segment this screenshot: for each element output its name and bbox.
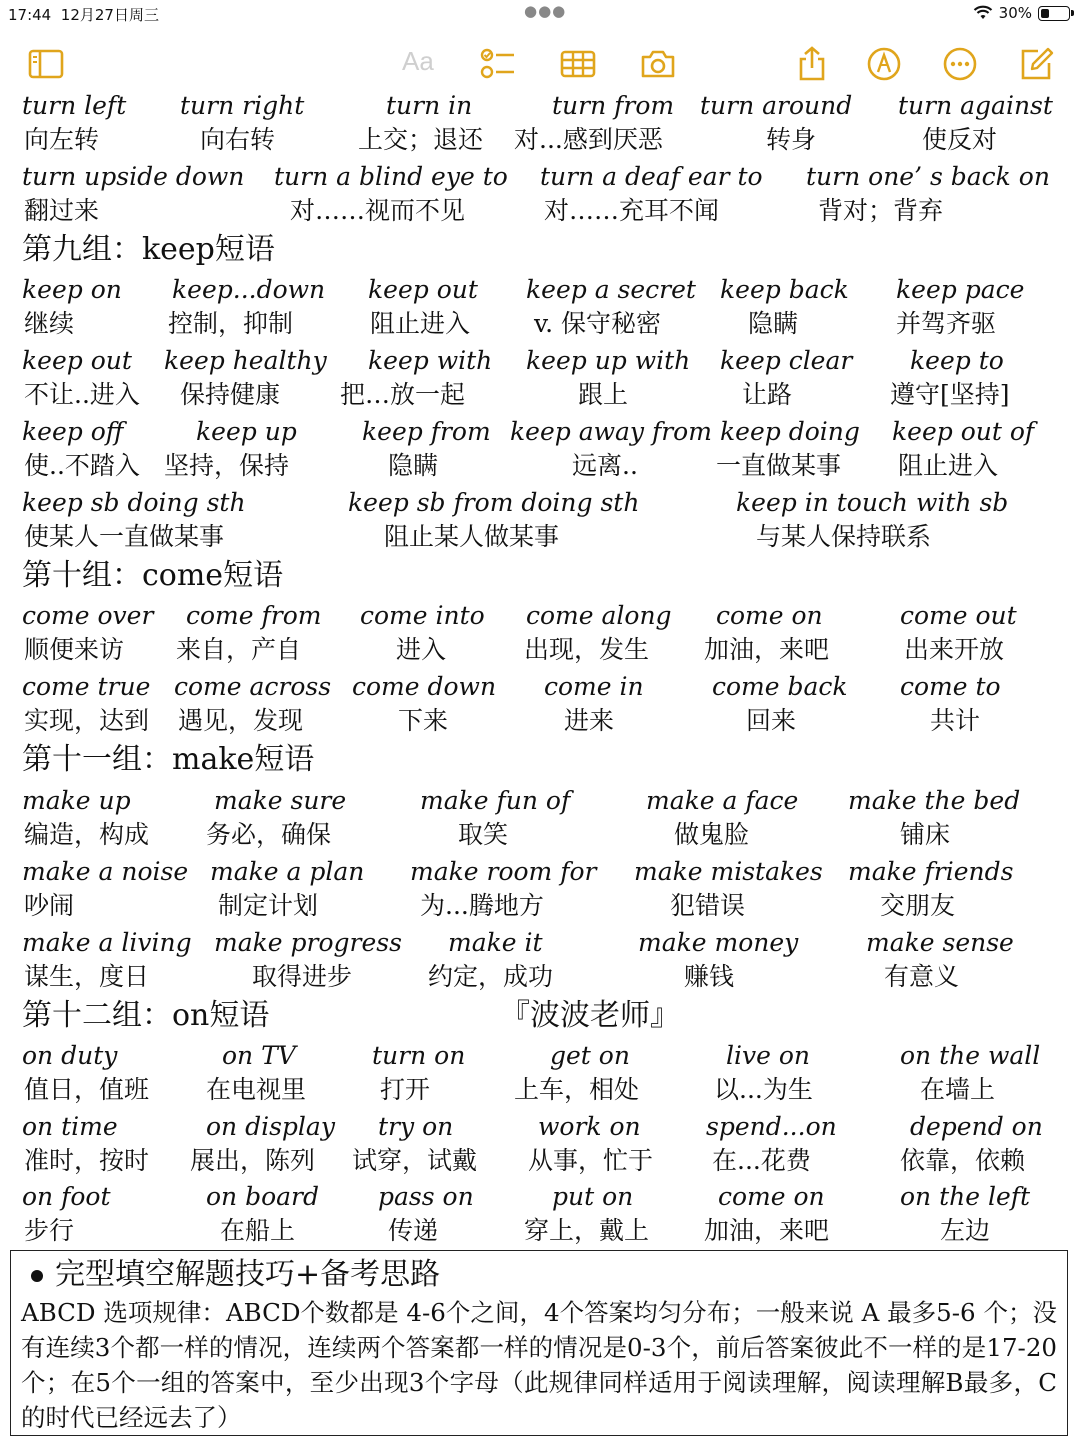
- chinese-meaning: 赚钱: [684, 962, 735, 991]
- chinese-meaning: 铺床: [900, 820, 951, 849]
- english-phrase: keep doing: [720, 417, 860, 446]
- chinese-meaning: 试穿，试戴: [352, 1146, 478, 1175]
- chinese-meaning: 遵守[坚持]: [890, 380, 1010, 409]
- phrase-row: [0, 88, 1080, 124]
- chinese-meaning: 有意义: [884, 962, 960, 991]
- sidebar-toggle-icon[interactable]: [26, 44, 66, 84]
- english-phrase: come true: [22, 672, 151, 701]
- english-phrase: come back: [712, 672, 848, 701]
- english-phrase: come over: [22, 601, 154, 630]
- chinese-meaning: 谋生，度日: [24, 962, 150, 991]
- group-heading-on: 第十二组：on短语: [22, 998, 270, 1033]
- english-phrase: keep in touch with sb: [736, 488, 1009, 517]
- phrase-row: [0, 272, 1080, 308]
- english-phrase: make money: [638, 928, 799, 957]
- chinese-meaning: 进来: [564, 706, 615, 735]
- chinese-meaning: 取得进步: [252, 962, 353, 991]
- chinese-meaning: 展出，陈列: [190, 1146, 316, 1175]
- english-phrase: make a face: [646, 786, 799, 815]
- group-heading-come: 第十组：come短语: [22, 558, 284, 593]
- english-phrase: make up: [22, 786, 131, 815]
- chinese-meaning: 上车，相处: [514, 1075, 640, 1104]
- english-phrase: keep...down: [172, 275, 326, 304]
- checklist-icon[interactable]: [478, 44, 518, 84]
- english-phrase: spend...on: [706, 1112, 837, 1141]
- chinese-meaning: 对……充耳不闻: [544, 196, 720, 225]
- chinese-meaning: 在...花费: [712, 1146, 811, 1175]
- chinese-meaning: 加油，来吧: [704, 635, 830, 664]
- chinese-meaning: 隐瞒: [748, 309, 799, 338]
- english-phrase: come along: [526, 601, 672, 630]
- multitasking-dots-icon[interactable]: ●●●: [524, 2, 567, 20]
- english-phrase: come on: [718, 1182, 825, 1211]
- english-phrase: come in: [544, 672, 644, 701]
- chinese-meaning: 进入: [396, 635, 447, 664]
- english-phrase: turn in: [386, 91, 473, 120]
- tips-title: [31, 1255, 440, 1295]
- english-phrase: keep off: [22, 417, 124, 446]
- chinese-meaning: 与某人保持联系: [756, 522, 932, 551]
- chinese-meaning: 加油，来吧: [704, 1216, 830, 1245]
- chinese-meaning: 打开: [380, 1075, 431, 1104]
- english-phrase: keep out: [368, 275, 478, 304]
- tips-box: [10, 1250, 1068, 1436]
- chinese-meaning: 实现，达到: [24, 706, 150, 735]
- english-phrase: come on: [716, 601, 823, 630]
- format-text-button[interactable]: Aa: [402, 46, 434, 76]
- chinese-meaning: 使某人一直做某事: [24, 522, 225, 551]
- chinese-meaning: 并驾齐驱: [896, 309, 997, 338]
- english-phrase: try on: [378, 1112, 454, 1141]
- markup-pen-icon[interactable]: [864, 44, 904, 84]
- english-phrase: keep from: [362, 417, 491, 446]
- english-phrase: on foot: [22, 1182, 111, 1211]
- english-phrase: make a plan: [210, 857, 365, 886]
- english-phrase: keep sb from doing sth: [348, 488, 640, 517]
- english-phrase: keep pace: [896, 275, 1025, 304]
- meaning-row: [0, 1143, 1080, 1179]
- status-bar: [0, 0, 1080, 28]
- chinese-meaning: 对……视而不见: [290, 196, 466, 225]
- chinese-meaning: 转身: [766, 125, 817, 154]
- chinese-meaning: 使..不踏入: [24, 451, 140, 480]
- chinese-meaning: 以...为生: [714, 1075, 813, 1104]
- chinese-meaning: 让路: [742, 380, 793, 409]
- chinese-meaning: 上交；退还: [358, 125, 484, 154]
- meaning-row: [0, 1072, 1080, 1108]
- phrase-row: [0, 783, 1080, 819]
- english-phrase: on TV: [222, 1041, 296, 1070]
- english-phrase: come out: [900, 601, 1017, 630]
- english-phrase: get on: [550, 1041, 630, 1070]
- english-phrase: make it: [448, 928, 543, 957]
- group-heading-keep: 第九组：keep短语: [22, 232, 275, 267]
- english-phrase: make sure: [214, 786, 347, 815]
- chinese-meaning: 阻止某人做某事: [384, 522, 560, 551]
- status-right: [973, 4, 1070, 22]
- chinese-meaning: 远离..: [572, 451, 638, 480]
- english-phrase: keep healthy: [164, 346, 327, 375]
- chinese-meaning: v. 保守秘密: [534, 309, 662, 338]
- english-phrase: come to: [900, 672, 1001, 701]
- english-phrase: turn one’ s back on: [806, 162, 1050, 191]
- english-phrase: keep with: [368, 346, 493, 375]
- english-phrase: make progress: [214, 928, 402, 957]
- chinese-meaning: 吵闹: [24, 891, 75, 920]
- english-phrase: on the left: [900, 1182, 1031, 1211]
- camera-icon[interactable]: [638, 44, 678, 84]
- phrase-row: [0, 414, 1080, 450]
- chinese-meaning: 左边: [940, 1216, 991, 1245]
- english-phrase: keep back: [720, 275, 849, 304]
- english-phrase: keep clear: [720, 346, 853, 375]
- notes-toolbar: [0, 34, 1080, 90]
- chinese-meaning: 向左转: [24, 125, 100, 154]
- watermark-signature: 『波波老师』: [500, 998, 680, 1033]
- english-phrase: keep sb doing sth: [22, 488, 246, 517]
- english-phrase: turn a deaf ear to: [540, 162, 763, 191]
- chinese-meaning: 阻止进入: [898, 451, 999, 480]
- meaning-row: [0, 632, 1080, 668]
- battery-icon: [1038, 6, 1070, 21]
- english-phrase: put on: [552, 1182, 634, 1211]
- chinese-meaning: 控制，抑制: [168, 309, 294, 338]
- chinese-meaning: 把…放一起: [340, 380, 466, 409]
- chinese-meaning: 准时，按时: [24, 1146, 150, 1175]
- chinese-meaning: 跟上: [578, 380, 629, 409]
- english-phrase: make fun of: [420, 786, 571, 815]
- english-phrase: on the wall: [900, 1041, 1041, 1070]
- chinese-meaning: 向右转: [200, 125, 276, 154]
- meaning-row: [0, 448, 1080, 484]
- tips-title-text: 完型填空解题技巧+备考思路: [55, 1257, 441, 1292]
- chinese-meaning: 编造，构成: [24, 820, 150, 849]
- chinese-meaning: 遇见，发现: [178, 706, 304, 735]
- chinese-meaning: 为...腾地方: [420, 891, 544, 920]
- phrase-row: [0, 1038, 1080, 1074]
- chinese-meaning: 出来开放: [904, 635, 1005, 664]
- english-phrase: come into: [360, 601, 485, 630]
- meaning-row: [0, 959, 1080, 995]
- english-phrase: on duty: [22, 1041, 118, 1070]
- chinese-meaning: 下来: [398, 706, 449, 735]
- chinese-meaning: 出现，发生: [524, 635, 650, 664]
- phrase-row: [0, 669, 1080, 705]
- english-phrase: make a noise: [22, 857, 189, 886]
- english-phrase: make a living: [22, 928, 192, 957]
- english-phrase: live on: [726, 1041, 811, 1070]
- english-phrase: on board: [206, 1182, 320, 1211]
- phrase-row: [0, 159, 1080, 195]
- english-phrase: keep on: [22, 275, 122, 304]
- phrase-row: [0, 1109, 1080, 1145]
- english-phrase: make sense: [866, 928, 1014, 957]
- chinese-meaning: 在墙上: [920, 1075, 996, 1104]
- english-phrase: come down: [352, 672, 497, 701]
- english-phrase: turn around: [700, 91, 853, 120]
- table-icon[interactable]: [558, 44, 598, 84]
- chinese-meaning: 从事，忙于: [528, 1146, 654, 1175]
- chinese-meaning: 保持健康: [180, 380, 281, 409]
- status-date: 12月27日周三: [60, 6, 159, 24]
- english-phrase: keep out: [22, 346, 132, 375]
- chinese-meaning: 步行: [24, 1216, 75, 1245]
- chinese-meaning: 隐瞒: [388, 451, 439, 480]
- english-phrase: make room for: [410, 857, 597, 886]
- phrase-row: [0, 1179, 1080, 1215]
- tips-body: ABCD 选项规律：ABCD个数都是 4-6个之间，4个答案均匀分布；一般来说 A 最多5-6 个；没有连续3个都一样的情况，连续两个答案都一样的情况是0-3个，前后答案彼此不一样的是17-20个；在5个一组的答案中，至少出现3个字母（此规律同样适用于阅读理解，阅读理解B最多，C的时代已经远去了）: [21, 1298, 1057, 1432]
- chinese-meaning: 穿上，戴上: [524, 1216, 650, 1245]
- english-phrase: turn against: [898, 91, 1053, 120]
- phrase-row: [0, 485, 1080, 521]
- more-options-icon[interactable]: [940, 44, 980, 84]
- meaning-row: [0, 519, 1080, 555]
- english-phrase: work on: [538, 1112, 641, 1141]
- chinese-meaning: 翻过来: [24, 196, 100, 225]
- bullet-icon: [31, 1270, 43, 1282]
- chinese-meaning: 回来: [746, 706, 797, 735]
- status-time: 17:44: [8, 6, 52, 24]
- chinese-meaning: 共计: [930, 706, 981, 735]
- english-phrase: keep out of: [892, 417, 1035, 446]
- english-phrase: make friends: [848, 857, 1014, 886]
- phrase-row: [0, 925, 1080, 961]
- english-phrase: turn left: [22, 91, 127, 120]
- english-phrase: come across: [174, 672, 332, 701]
- english-phrase: come from: [186, 601, 322, 630]
- chinese-meaning: 阻止进入: [370, 309, 471, 338]
- chinese-meaning: 犯错误: [670, 891, 746, 920]
- wifi-icon: [973, 5, 993, 21]
- english-phrase: turn right: [180, 91, 305, 120]
- english-phrase: turn on: [372, 1041, 466, 1070]
- english-phrase: turn from: [552, 91, 675, 120]
- english-phrase: keep away from: [510, 417, 712, 446]
- english-phrase: keep up with: [526, 346, 691, 375]
- chinese-meaning: 约定，成功: [428, 962, 554, 991]
- chinese-meaning: 依靠，依赖: [900, 1146, 1026, 1175]
- chinese-meaning: 值日，值班: [24, 1075, 150, 1104]
- chinese-meaning: 务必，确保: [206, 820, 332, 849]
- meaning-row: [0, 193, 1080, 229]
- group-heading-make: 第十一组：make短语: [22, 742, 315, 777]
- meaning-row: [0, 306, 1080, 342]
- chinese-meaning: 顺便来访: [24, 635, 125, 664]
- english-phrase: pass on: [378, 1182, 474, 1211]
- phrase-row: [0, 343, 1080, 379]
- chinese-meaning: 传递: [388, 1216, 439, 1245]
- chinese-meaning: 继续: [24, 309, 75, 338]
- meaning-row: [0, 122, 1080, 158]
- english-phrase: keep up: [196, 417, 297, 446]
- status-time-date: [8, 4, 159, 25]
- chinese-meaning: 坚持，保持: [164, 451, 290, 480]
- english-phrase: make mistakes: [634, 857, 823, 886]
- chinese-meaning: 不让..进入: [24, 380, 140, 409]
- battery-fill: [1041, 9, 1049, 18]
- english-phrase: keep to: [910, 346, 1004, 375]
- meaning-row: [0, 888, 1080, 924]
- chinese-meaning: 一直做某事: [716, 451, 842, 480]
- english-phrase: turn upside down: [22, 162, 245, 191]
- meaning-row: [0, 377, 1080, 413]
- chinese-meaning: 做鬼脸: [674, 820, 750, 849]
- english-phrase: depend on: [910, 1112, 1043, 1141]
- english-phrase: turn a blind eye to: [274, 162, 508, 191]
- chinese-meaning: 在船上: [220, 1216, 296, 1245]
- english-phrase: make the bed: [848, 786, 1021, 815]
- chinese-meaning: 交朋友: [880, 891, 956, 920]
- chinese-meaning: 制定计划: [218, 891, 319, 920]
- meaning-row: [0, 703, 1080, 739]
- chinese-meaning: 背对；背弃: [818, 196, 944, 225]
- compose-note-icon[interactable]: [1016, 44, 1056, 84]
- chinese-meaning: 对...感到厌恶: [514, 125, 663, 154]
- meaning-row: [0, 817, 1080, 853]
- chinese-meaning: 来自，产自: [176, 635, 302, 664]
- phrase-row: [0, 598, 1080, 634]
- english-phrase: on time: [22, 1112, 118, 1141]
- phrase-row: [0, 854, 1080, 890]
- meaning-row: [0, 1213, 1080, 1249]
- chinese-meaning: 在电视里: [206, 1075, 307, 1104]
- english-phrase: on display: [206, 1112, 335, 1141]
- share-icon[interactable]: [792, 44, 832, 84]
- chinese-meaning: 使反对: [922, 125, 998, 154]
- chinese-meaning: 取笑: [458, 820, 509, 849]
- english-phrase: keep a secret: [526, 275, 696, 304]
- battery-percent: 30%: [998, 4, 1032, 22]
